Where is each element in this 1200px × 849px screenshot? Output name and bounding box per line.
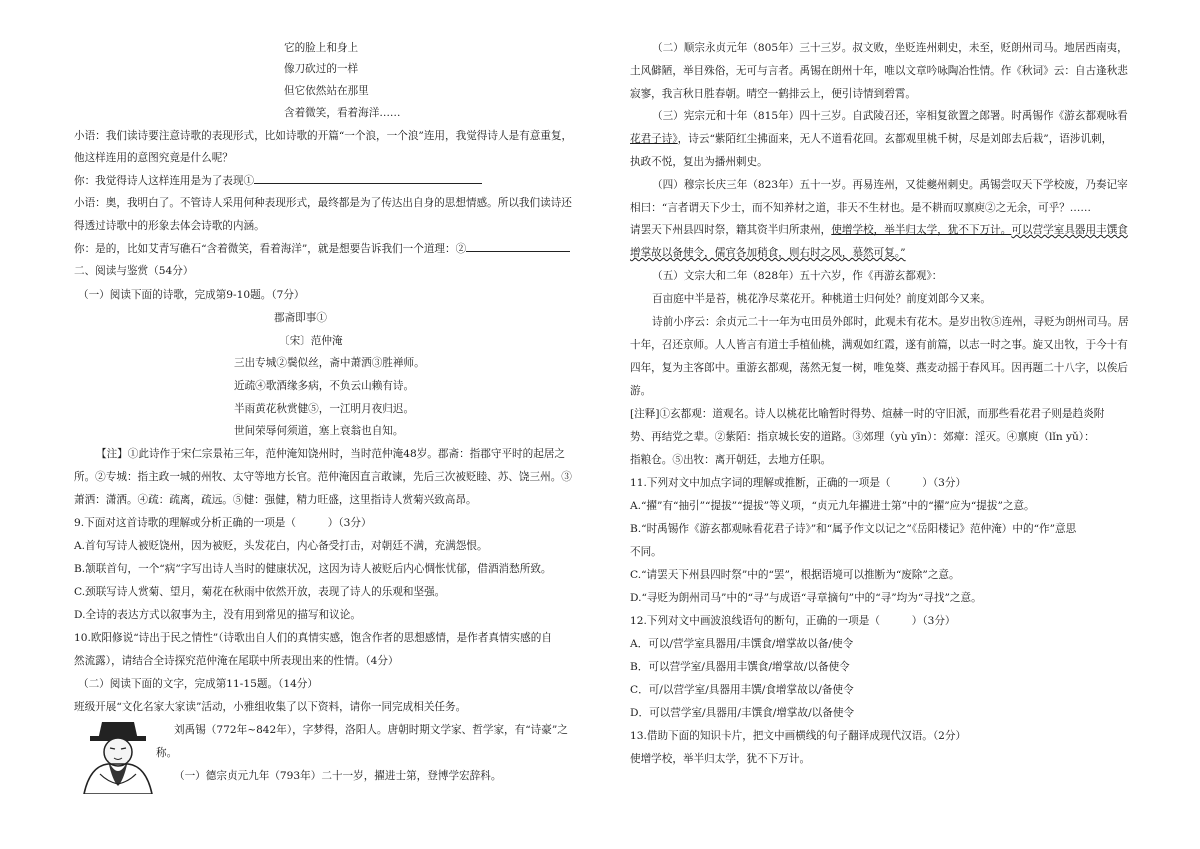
preface-line: 四年，复为主客郎中。重游玄都观，荡然无复一树，唯兔葵、燕麦动摇于春风耳。因再题二十八字，以俟后 bbox=[630, 362, 1128, 374]
q11-option-b-cont: 不同。 bbox=[630, 546, 662, 558]
poem-line: 但它依然站在那里 bbox=[284, 85, 369, 97]
question-9: 9.下面对这首诗歌的理解或分析正确的一项是（ ）（3分） bbox=[74, 517, 372, 529]
dialogue-line: 你：我觉得诗人这样连用是为了表现① bbox=[74, 173, 482, 188]
timeline-item: （五）文宗大和二年（828年）五十六岁，作《再游玄都观》： bbox=[652, 270, 943, 282]
timeline-item: 土风僻陋，举目殊俗，无可与言者。禹锡在朗州十年，唯以文章吟咏陶冶性情。作《秋词》云：自古逢秋悲 bbox=[630, 65, 1128, 77]
dialogue-line: 他这样连用的意图究竟是什么呢？ bbox=[74, 152, 233, 164]
poem-title: 郡斋即事① bbox=[274, 312, 327, 324]
q11-option-d[interactable]: D.“寻贬为朗州司马”中的“寻”与成语“寻章摘句”中的“寻”均为“寻找”之意。 bbox=[630, 592, 982, 604]
annotation: [注释]①玄都观：道观名。诗人以桃花比喻暂时得势、煊赫一时的守旧派，而那些看花君子则是趋炎附 bbox=[630, 408, 1105, 420]
poem-line: 三出专城②鬓似丝，斋中萧洒③胜禅师。 bbox=[234, 357, 425, 369]
part-title: （一）阅读下面的诗歌，完成第9-10题。（7分） bbox=[78, 289, 305, 301]
q12-option-d[interactable]: D．可以营学室/具器用/丰馔食/增掌故/以备使令 bbox=[630, 707, 855, 719]
bio-item-1: （一）德宗贞元九年（793年）二十一岁，擢进士第，登博学宏辞科。 bbox=[174, 770, 502, 782]
part-title: （二）阅读下面的文字，完成第11-15题。（14分） bbox=[78, 678, 318, 690]
timeline-item: （四）穆宗长庆三年（823年）五十一岁。再易连州，又徙夔州刺史。禹锡尝叹天下学校废，乃奏记宰 bbox=[652, 179, 1128, 191]
bio-line: 称。 bbox=[156, 747, 178, 759]
preface-line: 游。 bbox=[630, 385, 652, 397]
liu-yuxi-portrait bbox=[80, 714, 156, 794]
poem-note: 萧洒：潇洒。④疏：疏离，疏远。⑤健：强健，精力旺盛，这里指诗人赏菊兴致高昂。 bbox=[74, 494, 477, 506]
q11-option-c[interactable]: C.“请罢天下州县四时祭”中的“罢”，根据语境可以推断为“废除”之意。 bbox=[630, 569, 960, 581]
poem-line: 含着微笑，看着海洋…… bbox=[284, 107, 401, 119]
poem-line: 世间荣辱何须道，塞上衰翁也自知。 bbox=[234, 425, 404, 437]
q13-sentence: 使增学校，举半归太学，犹不下万计。 bbox=[630, 753, 811, 765]
dialogue-line: 得透过诗歌中的形象去体会诗歌的内涵。 bbox=[74, 220, 265, 232]
timeline-item: 寂寥，我言秋日胜春朝。晴空一鹤排云上，便引诗情到碧霄。 bbox=[630, 88, 917, 100]
preface-line: 诗前小序云：余贞元二十一年为屯田员外郎时，此观未有花木。是岁出牧⑤连州，寻贬为朗州司马。居 bbox=[652, 316, 1129, 328]
poem-author: 〔宋〕范仲淹 bbox=[279, 335, 343, 347]
section-title: 二、阅读与鉴赏（54分） bbox=[74, 265, 194, 277]
q9-option-d[interactable]: D.全诗的表达方式以叙事为主，没有用到常见的描写和议论。 bbox=[74, 609, 361, 621]
poem-note: 【注】①此诗作于宋仁宗景祐三年，范仲淹知饶州时，当时范仲淹48岁。郡斋：指郡守平时的起居之 bbox=[96, 448, 566, 460]
question-10-cont: 然流露），请结合全诗探究范仲淹在尾联中所表现出来的性情。（4分） bbox=[74, 655, 399, 667]
q12-option-c[interactable]: C．可/以营学室/具器用丰馔/食增掌故以/备使令 bbox=[630, 684, 854, 696]
q9-option-c[interactable]: C.颈联写诗人赏菊、望月，菊花在秋雨中依然开放，表现了诗人的乐观和坚强。 bbox=[74, 586, 446, 598]
timeline-item: 增掌故以备使令，儒官各加稍食，则右时之风，慕然可复。” bbox=[630, 247, 906, 259]
q11-option-a[interactable]: A.“擢”有“抽引”“提拔”“提拔”等义项，“贞元九年擢进士第”中的“擢”应为“提拔”之意。 bbox=[630, 500, 1035, 512]
timeline-item: 执政不悦，复出为播州刺史。 bbox=[630, 156, 768, 168]
q12-option-a[interactable]: A．可以/营学室具器用/丰馔食/增掌故以备/使令 bbox=[630, 638, 854, 650]
q9-option-a[interactable]: A.首句写诗人被贬饶州，因为被贬，头发花白，内心备受打击，对朝廷不满，充满怨恨。 bbox=[74, 540, 488, 552]
wavy-sentence: 可以营学室具器用丰馔食 bbox=[1011, 224, 1128, 236]
question-12: 12.下列对文中画波浪线语句的断句，正确的一项是（ ）（3分） bbox=[630, 615, 956, 627]
poem-line: 它的脸上和身上 bbox=[284, 42, 359, 54]
question-11: 11.下列对文中加点字词的理解或推断，正确的一项是（ ）（3分） bbox=[630, 477, 967, 489]
poem-line: 近疏④歌酒缘多病，不负云山赖有诗。 bbox=[234, 380, 415, 392]
timeline-item: （二）顺宗永贞元年（805年）三十三岁。叔文败，坐贬连州刺史，未至，贬朗州司马。地居西南夷， bbox=[652, 42, 1128, 54]
dialogue-line: 小语：奥，我明白了。不管诗人采用何种表现形式，最终都是为了传达出自身的思想情感。所以我们读诗还 bbox=[74, 197, 572, 209]
timeline-item: （三）宪宗元和十年（815年）四十三岁。自武陵召还，宰相复欲置之郎署。时禹锡作《游玄都观咏看 bbox=[652, 110, 1128, 122]
timeline-item: 花君子诗》，诗云“紫陌红尘拂面来，无人不道看花回。玄都观里桃千树，尽是刘郎去后栽”，语涉讥刺， bbox=[630, 133, 1113, 145]
answer-blank-1[interactable] bbox=[254, 174, 482, 184]
preface-line: 十年，召还京师。人人皆言有道士手植仙桃，满观如红霞，遂有前篇，以志一时之事。旋又出牧，于今十有 bbox=[630, 339, 1128, 351]
timeline-item: 请罢天下州县四时祭，籍其资半归所隶州，使增学校，举半归太学，犹不下万计。可以营学室具器用丰馔食 bbox=[630, 224, 1128, 236]
dialogue-line: 你：是的，比如艾青写礁石“含着微笑，看着海洋”，就是想要告诉我们一个道理：② bbox=[74, 241, 570, 256]
poem-note: 所。②专城：指主政一城的州牧、太守等地方长官。范仲淹因直言敢谏，先后三次被贬睦、苏、饶三州。③ bbox=[74, 471, 572, 483]
part-intro: 班级开展“文化名家大家读”活动，小雅组收集了以下资料，请你一同完成相关任务。 bbox=[74, 701, 467, 713]
question-10: 10.欧阳修说“诗出于民之情性”（诗歌出自人们的真情实感，饱含作者的思想感情，是作者真情实感的自 bbox=[74, 632, 552, 644]
annotation: 指粮仓。⑤出牧：离开朝廷，去地方任职。 bbox=[630, 454, 832, 466]
annotation: 势、再结党之辈。②紫陌：指京城长安的道路。③郊理（yù yīn）：郊瘴：淫灭。④禀庾（lǐn yǔ）： bbox=[630, 431, 1095, 443]
underlined-sentence: 使增学校，举半归太学，犹不下万计。 bbox=[831, 224, 1012, 236]
poem-line: 百亩庭中半是苔，桃花净尽菜花开。种桃道士归何处？前度刘郎今又来。 bbox=[652, 293, 991, 305]
timeline-item: 相曰：“言者谓天下少士，而不知养材之道，非天不生材也。是不耕而叹禀庾②之无余，可乎？…… bbox=[630, 202, 1091, 214]
poem-line: 半雨黄花秋赏健⑤，一江明月夜归迟。 bbox=[234, 403, 415, 415]
q11-option-b[interactable]: B.“时禹锡作《游玄都观咏看花君子诗》”和“属予作文以记之”《岳阳楼记》范仲淹）中的“作”意思 bbox=[630, 523, 1077, 535]
bio-line: 刘禹锡（772年~842年），字梦得，洛阳人。唐朝时期文学家、哲学家，有“诗豪”之 bbox=[174, 724, 568, 736]
answer-blank-2[interactable] bbox=[466, 242, 570, 252]
q12-option-b[interactable]: B．可以营学室/具器用丰馔食/增掌故/以备使令 bbox=[630, 661, 850, 673]
poem-line: 像刀砍过的一样 bbox=[284, 63, 359, 75]
question-13: 13.借助下面的知识卡片，把文中画横线的句子翻译成现代汉语。（2分） bbox=[630, 730, 967, 742]
q9-option-b[interactable]: B.颔联首句，一个“病”字写出诗人当时的健康状况，这因为诗人被贬后内心惆怅忧郁，借酒消愁所致。 bbox=[74, 563, 552, 575]
dialogue-line: 小语：我们读诗要注意诗歌的表现形式，比如诗歌的开篇“一个浪，一个浪”连用，我觉得诗人是有意重复， bbox=[74, 130, 573, 142]
